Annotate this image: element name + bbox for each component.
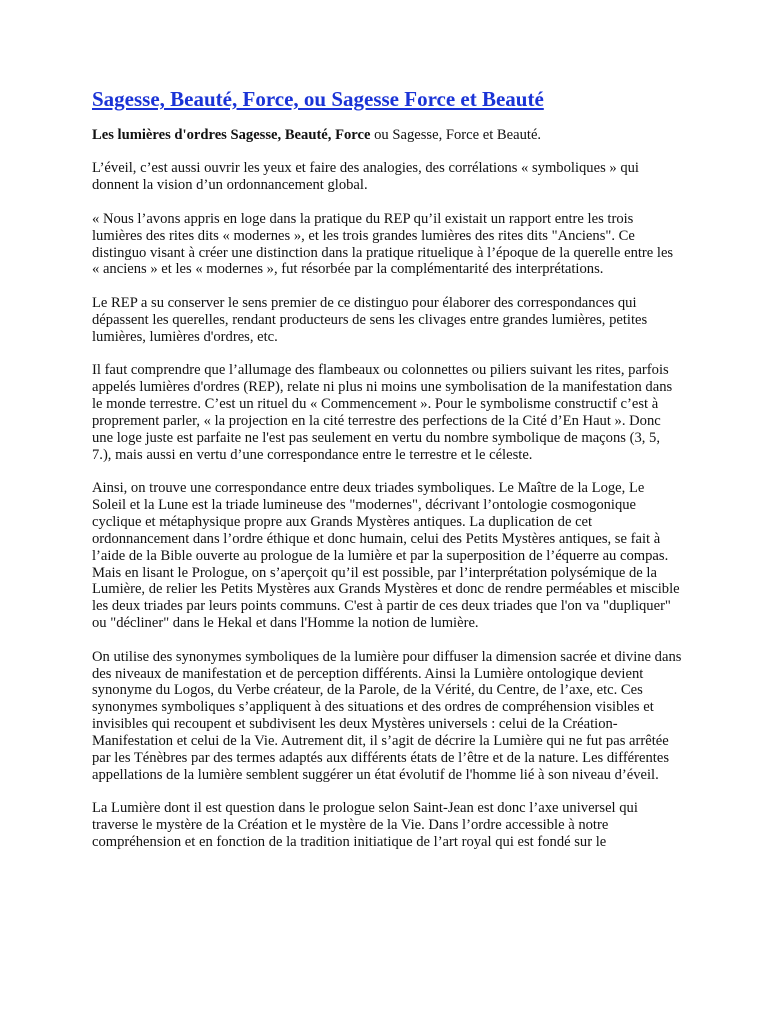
intro-rest-text: ou Sagesse, Force et Beauté. [370, 127, 542, 143]
document-page [92, 86, 682, 868]
paragraph-allumage: Il faut comprendre que l’allumage des flambeaux ou colonnettes ou piliers suivant les rites, parfois appelés lumières d'ordres (REP), relate ni plus ni moins une symbolisation de la manifestation dans le monde terrestre. C’est un rituel du « Commencement ». Pour le symbolisme constructif c’est à proprement parler, « la projection en la cité terrestre des perfections de la Cité d’En Haut ». Donc une loge juste est parfaite ne l'est pas seulement en vertu du nombre symbolique de maçons (3, 5, 7.), mais aussi en vertu d’une correspondance entre le terrestre et le céleste. [92, 362, 673, 463]
page-title-link[interactable]: Sagesse, Beauté, Force, ou Sagesse Force et Beauté [92, 87, 544, 111]
paragraph-rep-lumieres: « Nous l’avons appris en loge dans la pratique du REP qu’il existait un rapport entre les trois lumières des rites dits « modernes », et les trois grandes lumières des rites dits "Anciens". Ce distinguo visant à créer une distinction dans la pratique rituelique à l’époque de la querelle entre les « anciens » et les « modernes », fut résorbée par la complémentarité des interprétations. [92, 210, 674, 278]
intro-bold-text: Les lumières d'ordres Sagesse, Beauté, Force [92, 127, 371, 143]
paragraph-eveil: L’éveil, c’est aussi ouvrir les yeux et faire des analogies, des corrélations « symboliques » qui donnent la vision d’un ordonnancement global. [92, 160, 639, 194]
paragraph-synonymes: On utilise des synonymes symboliques de la lumière pour diffuser la dimension sacrée et divine dans des niveaux de manifestation et de perception différents. Ainsi la Lumière ontologique devient synonyme du Logos, du Verbe créateur, de la Parole, de la Vérité, du Centre, de l’axe, etc. Ces synonymes symboliques s’appliquent à des situations et des ordres de compréhension visibles et invisibles qui recoupent et subdivisent les deux Mystères universels : celui de la Création-Manifestation et celui de la Vie. Autrement dit, il s’agit de décrire la Lumière qui ne fut pas arrêtée par les Ténèbres par des termes adaptés aux différents états de l’être et de la nature. Les différentes appellations de la lumière semblent suggérer un état évolutif de l'homme lié à son niveau d’éveil. [92, 648, 682, 783]
paragraph-triades: Ainsi, on trouve une correspondance entre deux triades symboliques. Le Maître de la Loge, Le Soleil et la Lune est la triade lumineuse des "modernes", décrivant l’ontologie cosmogonique cyclique et métaphysique propre aux Grands Mystères antiques. La duplication de cet ordonnancement dans l’ordre éthique et donc humain, celui des Petits Mystères antiques, se fait à l’aide de la Bible ouverte au prologue de la lumière et par la superposition de l’équerre au compas. Mais en lisant le Prologue, on s’aperçoit qu’il est possible, par l’interprétation polysémique de la Lumière, de relier les Petits Mystères aux Grands Mystères et donc de rendre perméables et miscible les deux triades par leurs points communs. C'est à partir de ces deux triades que l'on va "dupliquer" ou "décliner" dans le Hekal et dans l'Homme la notion de lumière. [92, 480, 680, 632]
paragraph-rep-distinguo: Le REP a su conserver le sens premier de ce distinguo pour élaborer des correspondances qui dépassent les querelles, rendant producteurs de sens les clivages entre grandes lumières, petites lumières, lumières d'ordres, etc. [92, 294, 648, 345]
paragraph-prologue: La Lumière dont il est question dans le prologue selon Saint-Jean est donc l’axe universel qui traverse le mystère de la Création et le mystère de la Vie. Dans l’ordre accessible à notre compréhension et en fonction de la tradition initiatique de l’art royal qui est fondé sur le [92, 800, 638, 851]
intro-paragraph [92, 127, 682, 144]
